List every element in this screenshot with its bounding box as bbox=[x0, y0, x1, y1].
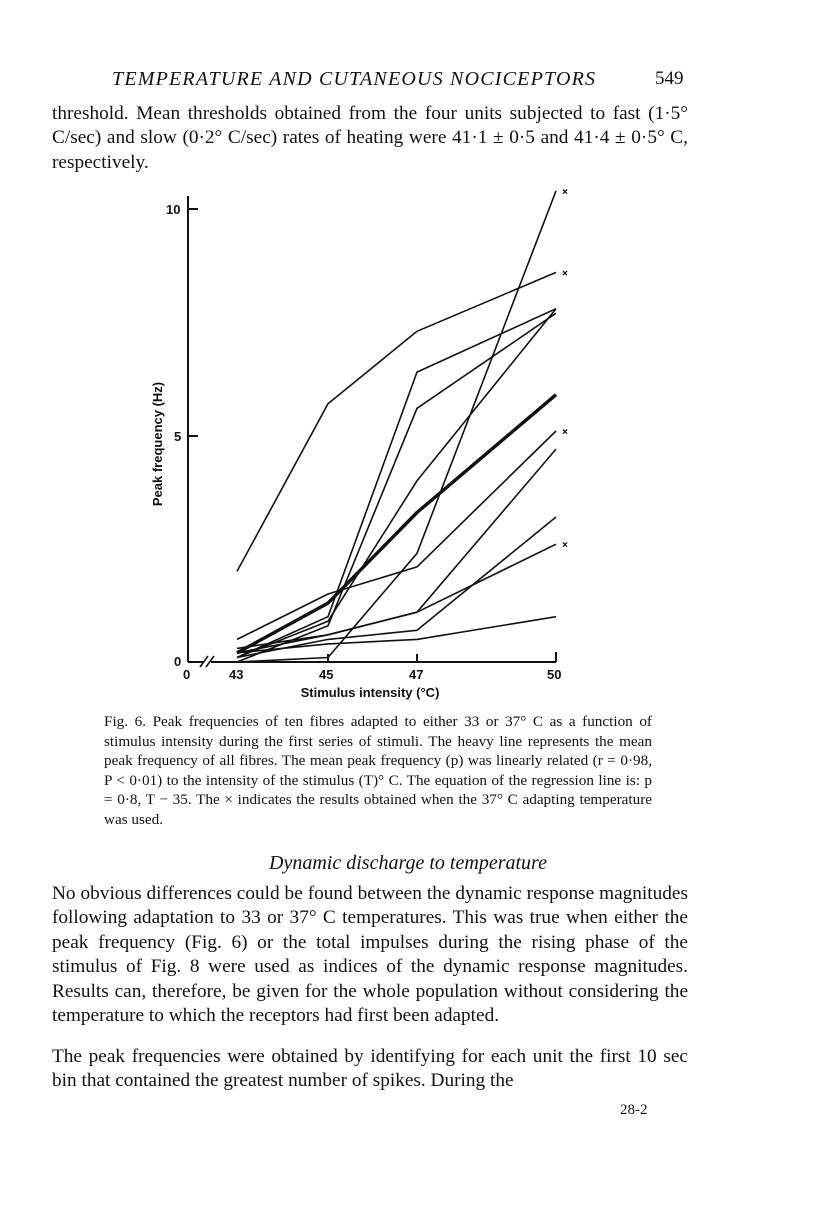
x-tick-labels bbox=[183, 667, 561, 682]
y-axis-label: Peak frequency (Hz) bbox=[150, 381, 165, 507]
signature-mark: 28-2 bbox=[620, 1102, 648, 1118]
series-line-6 bbox=[237, 449, 556, 648]
series-marker-5: × bbox=[562, 426, 568, 438]
body-paragraph-1-text: No obvious differences could be found between the dynamic response magnitudes following adaptation to 33 or 37° C temperatures. This was true when either the peak frequency (Fig. 6) or the total impulses during the rising phase of the stimulus of Fig. 8 were used as indices of the dynamic response magnitudes. Results can, therefore, be given for the whole population without considering the temperature to which the receptors had first been adapted. bbox=[52, 883, 688, 1027]
x-axis-label: Stimulus intensity (°C) bbox=[300, 685, 440, 700]
y-tick-label-10: 10 bbox=[166, 202, 181, 217]
figure-caption: Fig. 6. Peak frequencies of ten fibres adapted to either 33 or 37° C as a function of stimulus intensity during the first series of stimuli. The heavy line represents the mean peak frequency of all fibres. The mean peak frequency (p) was linearly related (r = 0·98, P < 0·01) to the intensity of the stimulus (T)° C. The equation of the regression line is: p = 0·8, T − 35. The × indicates the results obtained when the 37° C adapting temperature was used. bbox=[104, 713, 652, 828]
y-tick-label-0: 0 bbox=[174, 654, 182, 669]
x-tick-label-50: 50 bbox=[547, 667, 562, 682]
body-paragraph-2 bbox=[52, 1045, 688, 1094]
series-line-mean bbox=[237, 395, 556, 653]
x-tick-label-47: 47 bbox=[409, 667, 424, 682]
series-marker-8: × bbox=[562, 540, 568, 552]
body-paragraph-1 bbox=[52, 882, 688, 1028]
series-layer bbox=[237, 187, 568, 662]
series-marker-2: × bbox=[562, 186, 568, 198]
x-tick-label-43: 43 bbox=[229, 667, 244, 682]
x-tick-label-0: 0 bbox=[183, 667, 191, 682]
y-tick-labels bbox=[166, 202, 181, 669]
series-marker-1: × bbox=[562, 268, 568, 280]
body-paragraph-2-text: The peak frequencies were obtained by identifying for each unit the first 10 sec bin that contained the greatest number of spikes. During the bbox=[52, 1046, 688, 1092]
running-title: TEMPERATURE AND CUTANEOUS NOCICEPTORS bbox=[112, 68, 597, 90]
y-tick-label-5: 5 bbox=[174, 429, 182, 444]
x-tick-label-45: 45 bbox=[319, 667, 334, 682]
series-line-10 bbox=[237, 617, 556, 653]
series-line-4 bbox=[237, 313, 556, 662]
intro-text: threshold. Mean thresholds obtained from the four units subjected to fast (1·5° C/sec) and slow (0·2° C/sec) rates of heating were 41·1 ± 0·5 and 41·4 ± 0·5° C, respectively. bbox=[52, 103, 688, 173]
page-number: 549 bbox=[655, 68, 684, 89]
section-heading: Dynamic discharge to temperature bbox=[269, 852, 547, 874]
chart-axes bbox=[188, 196, 556, 667]
